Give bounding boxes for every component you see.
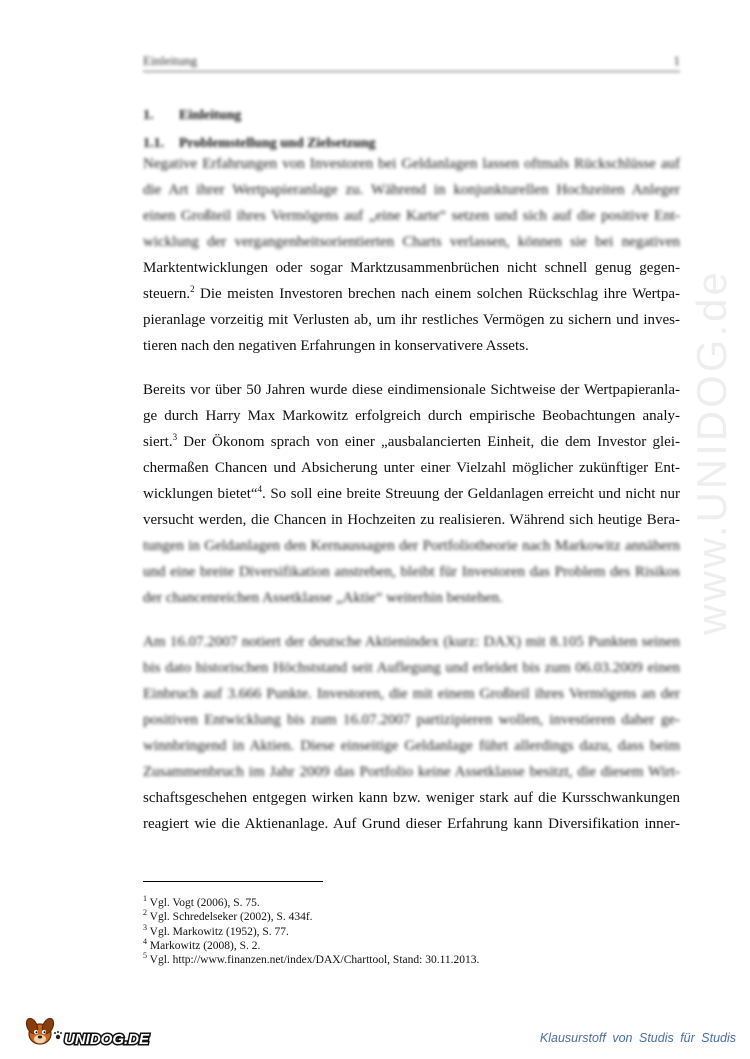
chapter-title: Einleitung — [179, 108, 242, 123]
text-line: tieren nach den negativen Erfahrungen in konservativere Assets. — [143, 338, 529, 354]
section-number: 1.1. — [143, 136, 164, 151]
blurred-line: winnbringend in Aktien. Diese einseitige Geldanlage führt allerdings dazu, dass beim — [143, 738, 680, 754]
header-page-number: 1 — [673, 53, 680, 68]
blurred-line: Am 16.07.2007 notiert der deutsche Aktienindex (kurz: DAX) mit 8.105 Punkten seinen — [143, 634, 680, 650]
dog-icon — [22, 1010, 152, 1050]
text-line: schaftsgeschehen entgegen wirken kann bzw. weniger stark auf die Kursschwankungen — [143, 790, 680, 806]
tagline: Klausurstoff von Studis für Studis — [539, 1031, 736, 1045]
logo-text: UNIDOG.DE — [64, 1031, 150, 1048]
footnote: $^3$ Vgl. Markowitz (1952), S. 77. — [143, 922, 289, 938]
footnote-divider — [143, 881, 323, 882]
paragraph-3 — [143, 629, 680, 837]
text-line: versucht werden, die Chancen in Hochzeiten zu realisieren. Während sich heutige Bera- — [143, 512, 680, 528]
text-line: Marktentwicklungen oder sogar Marktzusammenbrüchen nicht schnell genug gegen- — [143, 260, 680, 276]
paragraph-1 — [143, 151, 680, 359]
footnote-ref: 2 — [190, 284, 195, 294]
footnotes — [143, 896, 479, 967]
section-heading — [143, 136, 376, 152]
blurred-line: Zusammenbruch im Jahr 2009 das Portfolio keine Assetklasse besitzt, die diesem Wirt- — [143, 764, 680, 780]
text-line: pieranlage vorzeitig mit Verlusten ab, um ihr restliches Vermögen zu sichern und inves- — [143, 312, 680, 328]
footnote-ref: 4 — [257, 484, 263, 494]
header-section-title: Einleitung — [143, 53, 198, 68]
text-line: Bereits vor über 50 Jahren wurde diese eindimensionale Sichtweise der Wertpapieranla- — [143, 382, 680, 398]
blurred-line: einen Großteil ihres Vermögens auf „eine Karte“ setzen und sich auf die positive Ent- — [143, 208, 680, 224]
text-line: wicklungen bietet“$^4$. So soll eine breite Streuung der Geldanlagen erreicht und nicht nur — [143, 484, 680, 502]
text-line: ge durch Harry Max Markowitz erfolgreich durch empirische Beobachtungen analy- — [143, 408, 680, 424]
chapter-number: 1. — [143, 108, 154, 123]
blurred-line: der chancenreichen Assetklasse „Aktie“ weiterhin bestehen. — [143, 590, 503, 606]
text-line: chermaßen Chancen und Absicherung unter einer Vielzahl möglicher zukünftiger Ent- — [143, 460, 680, 476]
footnote-ref: 3 — [172, 432, 178, 442]
blurred-line: und eine breite Diversifikation anstreben, bleibt für Investoren das Problem des Risikos — [143, 564, 680, 580]
text-line: siert.$^3$ Der Ökonom sprach von einer „ausbalancierten Einheit, die dem Investor glei- — [143, 432, 680, 450]
blurred-line: bis dato historischen Höchststand seit Auflegung und erleidet bis zum 06.03.2009 einen — [143, 660, 680, 676]
paragraph-2 — [143, 377, 680, 611]
footnote: $^2$ Vgl. Schredelseker (2002), S. 434f. — [143, 908, 313, 924]
footnote: $^1$ Vgl. Vogt (2006), S. 75. — [143, 894, 260, 909]
watermark-text: www.UNIDOG.de — [688, 269, 735, 635]
blurred-line: wicklung der vergangenheitsorientierten Charts verlassen, können sie bei negativen — [143, 234, 680, 250]
blurred-line: Negative Erfahrungen von Investoren bei Geldanlagen lassen oftmals Rückschlüsse auf — [143, 156, 680, 172]
blurred-line: tungen in Geldanlagen den Kernaussagen der Portfoliotheorie nach Markowitz annähern — [143, 538, 680, 554]
footnote: $^5$ Vgl. http://www.finanzen.net/index/DAX/Charttool, Stand: 30.11.2013. — [143, 951, 480, 967]
unidog-logo — [22, 1010, 152, 1050]
blurred-line: Einbruch auf 3.666 Punkte. Investoren, die mit einem Großteil ihres Vermögens an der — [143, 686, 680, 702]
chapter-heading — [143, 108, 241, 124]
footnote: $^4$ Markowitz (2008), S. 2. — [143, 937, 261, 952]
blurred-line: die Art ihrer Wertpapieranlage zu. Während in konjunkturellen Hochzeiten Anleger — [143, 182, 680, 198]
running-header — [143, 53, 680, 72]
text-line: steuern.$^2$ Die meisten Investoren brechen nach einem solchen Rückschlag ihre Wertpa- — [143, 284, 680, 302]
section-title: Problemstellung und Zielsetzung — [179, 136, 376, 151]
blurred-line: positiven Entwicklung bis zum 16.07.2007 partizipieren wollen, investieren daher ge- — [143, 712, 680, 728]
text-line: reagiert wie die Aktienanlage. Auf Grund dieser Erfahrung kann Diversifikation inner- — [143, 816, 680, 832]
